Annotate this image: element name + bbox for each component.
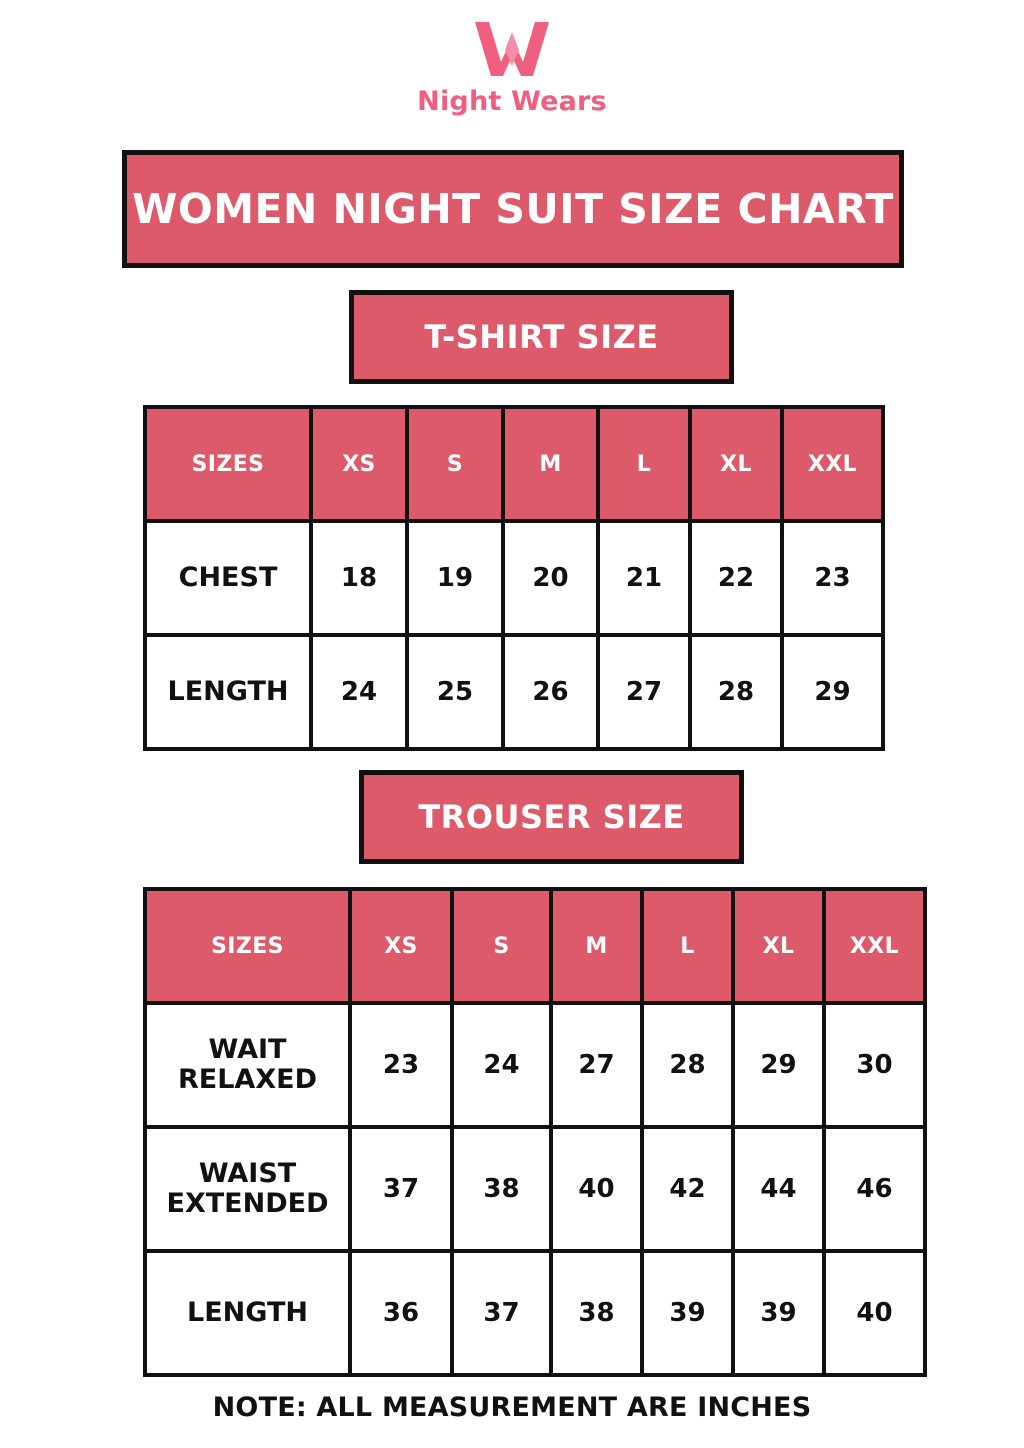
column-header: XL: [733, 889, 824, 1003]
section-header-trouser: [359, 770, 744, 864]
brand-logo: [0, 18, 1024, 117]
column-header: XXL: [782, 407, 883, 521]
table-row: [145, 521, 883, 635]
cell-value: 44: [733, 1127, 824, 1251]
column-header: M: [551, 889, 642, 1003]
cell-value: 36: [350, 1251, 452, 1375]
cell-value: 27: [551, 1003, 642, 1127]
cell-value: 24: [452, 1003, 551, 1127]
measurement-note: NOTE: ALL MEASUREMENT ARE INCHES: [212, 1392, 812, 1423]
column-header: XXL: [824, 889, 925, 1003]
column-header: XS: [350, 889, 452, 1003]
cell-value: 26: [503, 635, 598, 749]
w-monogram-icon: [467, 18, 557, 80]
cell-value: 39: [642, 1251, 733, 1375]
cell-value: 30: [824, 1003, 925, 1127]
cell-value: 25: [407, 635, 503, 749]
row-label: WAIT RELAXED: [145, 1003, 350, 1127]
cell-value: 37: [452, 1251, 551, 1375]
cell-value: 19: [407, 521, 503, 635]
column-header: M: [503, 407, 598, 521]
column-header: XL: [690, 407, 782, 521]
cell-value: 18: [311, 521, 407, 635]
cell-value: 28: [642, 1003, 733, 1127]
cell-value: 40: [824, 1251, 925, 1375]
table-header-row: [145, 407, 883, 521]
column-header: SIZES: [145, 407, 311, 521]
cell-value: 40: [551, 1127, 642, 1251]
row-label: WAIST EXTENDED: [145, 1127, 350, 1251]
table-row: [145, 635, 883, 749]
cell-value: 23: [350, 1003, 452, 1127]
section-header-trouser-label: TROUSER SIZE: [418, 798, 685, 836]
page-title: WOMEN NIGHT SUIT SIZE CHART: [132, 185, 894, 233]
cell-value: 21: [598, 521, 690, 635]
column-header: L: [642, 889, 733, 1003]
column-header: S: [452, 889, 551, 1003]
cell-value: 38: [551, 1251, 642, 1375]
column-header: S: [407, 407, 503, 521]
cell-value: 38: [452, 1127, 551, 1251]
table-header-row: [145, 889, 925, 1003]
cell-value: 37: [350, 1127, 452, 1251]
page-title-banner: [122, 150, 904, 268]
column-header: SIZES: [145, 889, 350, 1003]
cell-value: 46: [824, 1127, 925, 1251]
section-header-tshirt: [349, 290, 734, 384]
cell-value: 39: [733, 1251, 824, 1375]
cell-value: 42: [642, 1127, 733, 1251]
column-header: L: [598, 407, 690, 521]
row-label: LENGTH: [145, 1251, 350, 1375]
cell-value: 27: [598, 635, 690, 749]
column-header: XS: [311, 407, 407, 521]
table-row: [145, 1251, 925, 1375]
cell-value: 29: [782, 635, 883, 749]
row-label: CHEST: [145, 521, 311, 635]
table-row: [145, 1127, 925, 1251]
table-row: [145, 1003, 925, 1127]
tshirt-size-table: [143, 405, 885, 751]
cell-value: 24: [311, 635, 407, 749]
cell-value: 20: [503, 521, 598, 635]
brand-name: Night Wears: [417, 86, 607, 117]
cell-value: 22: [690, 521, 782, 635]
cell-value: 29: [733, 1003, 824, 1127]
cell-value: 28: [690, 635, 782, 749]
trouser-size-table: [143, 887, 927, 1377]
row-label: LENGTH: [145, 635, 311, 749]
cell-value: 23: [782, 521, 883, 635]
section-header-tshirt-label: T-SHIRT SIZE: [424, 318, 659, 356]
